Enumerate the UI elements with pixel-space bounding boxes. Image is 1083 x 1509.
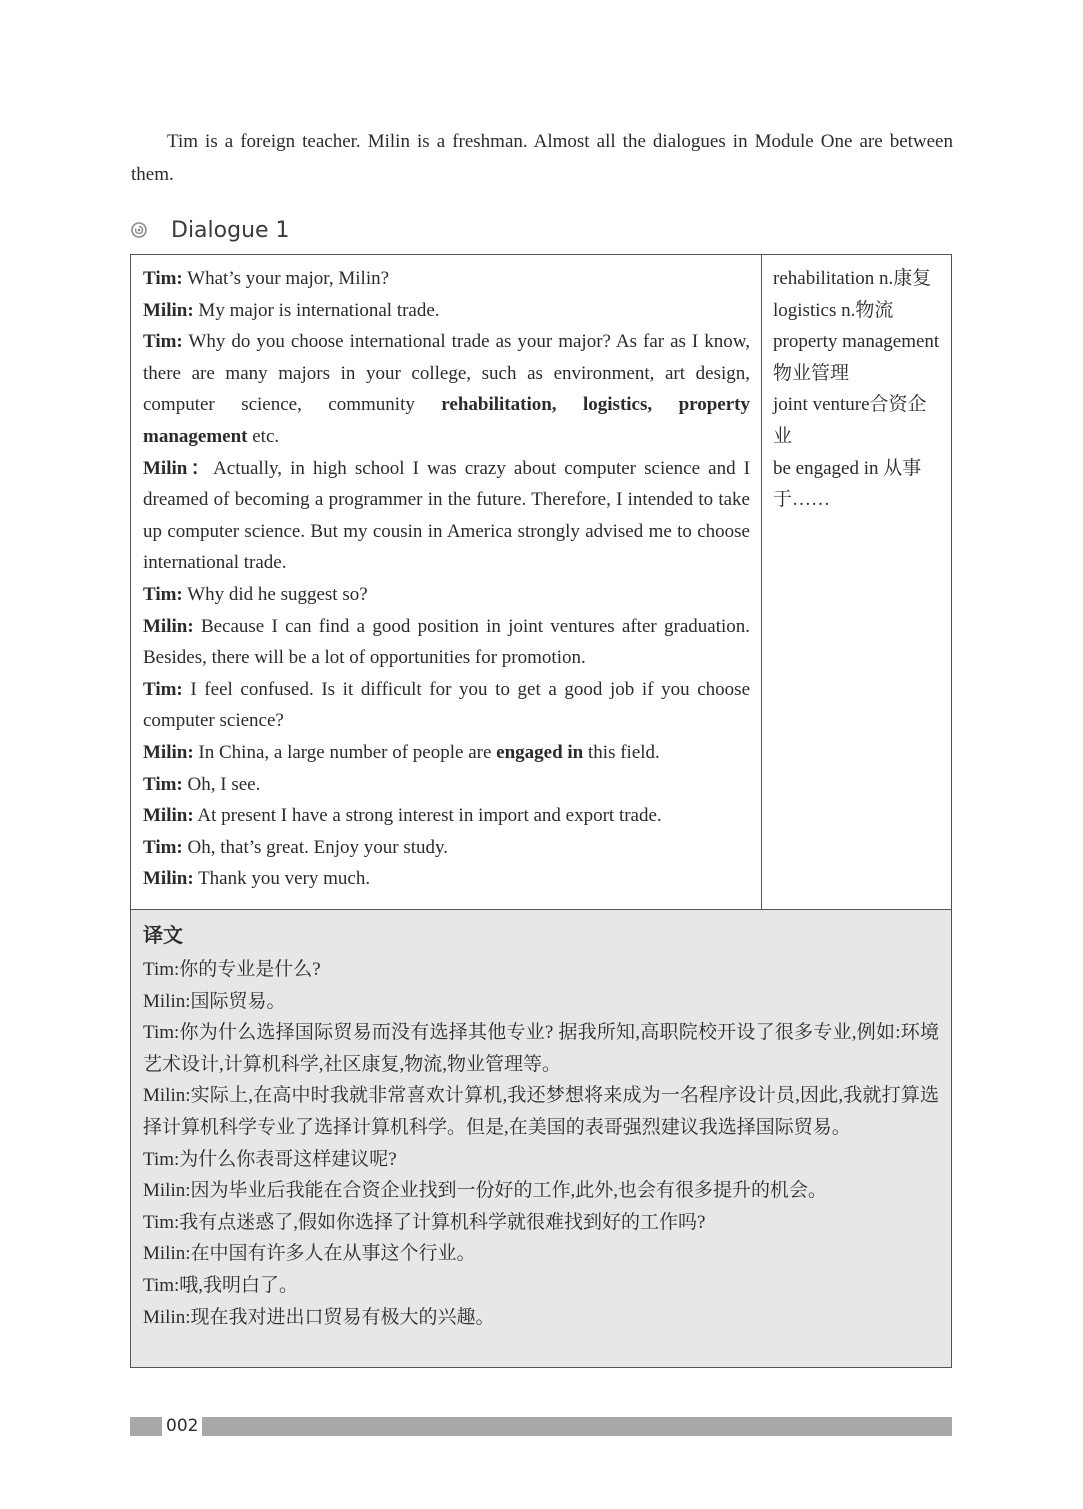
translation-line: Milin:国际贸易。 <box>143 990 286 1012</box>
vocabulary-item: be engaged in 从事于…… <box>773 457 922 511</box>
vocabulary-item: logistics n.物流 <box>773 299 894 321</box>
dialogue-line <box>143 579 750 611</box>
dialogue-line <box>143 800 750 832</box>
vocabulary-item: rehabilitation n.康复 <box>773 268 932 289</box>
section-title: Dialogue 1 <box>171 217 290 243</box>
dialogue-text: Actually, in high school I was crazy about computer science and I dreamed of becoming a programmer in the future. Therefore, I intended to take up computer science. But my cousin in America strongly advised me to choose international trade. <box>143 457 750 574</box>
speaker-label: Milin: <box>143 299 194 321</box>
section-heading <box>131 214 290 246</box>
dialogue-text: My major is international trade. <box>193 299 440 321</box>
speaker-label: Tim: <box>143 331 183 353</box>
translation-lines <box>143 954 939 1333</box>
speaker-label: Tim: <box>143 678 183 700</box>
dialogue-text: At present I have a strong interest in import and export trade. <box>193 805 662 827</box>
translation-line: Tim:为什么你表哥这样建议呢? <box>143 1148 397 1170</box>
dialogue-text: I feel confused. Is it difficult for you to get a good job if you choose computer science? <box>143 678 750 732</box>
dialogue-line <box>143 674 750 737</box>
speaker-label: Milin: <box>143 868 194 890</box>
translation-line: Tim:哦,我明白了。 <box>143 1274 299 1296</box>
dialogue-text: Because I can find a good position in joint ventures after graduation. Besides, there will be a lot of opportunities for promotion. <box>143 615 750 669</box>
keyword-text: engaged in <box>496 741 584 763</box>
vocabulary-item: property management物业管理 <box>773 331 940 384</box>
dialogue-line <box>143 326 750 452</box>
speaker-label: Tim: <box>143 773 183 795</box>
dialogue-text: In China, a large number of people are <box>193 741 497 763</box>
dialogue-line <box>143 737 750 769</box>
intro-paragraph: Tim is a foreign teacher. Milin is a freshman. Almost all the dialogues in Module One are between them. <box>131 131 953 185</box>
vocabulary-item: joint venture合资企业 <box>773 394 927 447</box>
speaker-label: Milin: <box>143 805 194 827</box>
speaker-label: Tim: <box>143 583 183 605</box>
dialogue-line <box>143 611 750 674</box>
page-number: 002 <box>166 1416 199 1436</box>
dialogue-line <box>143 263 750 295</box>
speaker-label: Milin: <box>143 615 194 637</box>
keyword-text: rehabilitation, logistics, property management <box>143 394 750 447</box>
dialogue-text: Why do you choose international trade as your major? As far as I know, there are many majors in your college, such as environment, art design, computer science, community <box>143 331 750 416</box>
translation-heading: 译文 <box>143 923 183 947</box>
dialogue-line <box>143 863 750 895</box>
dialogue-text: etc. <box>247 425 280 447</box>
dialogue-text: Thank you very much. <box>193 868 371 890</box>
dialogue-text: What’s your major, Milin? <box>182 268 390 289</box>
speaker-label: Milin： <box>143 457 214 479</box>
translation-line: Milin:在中国有许多人在从事这个行业。 <box>143 1243 476 1265</box>
dialogue-table <box>130 254 952 910</box>
footer-bar-left <box>130 1417 162 1436</box>
translation-box <box>130 909 952 1368</box>
dialogue-column <box>131 255 762 909</box>
vocabulary-column <box>762 255 951 909</box>
page-footer <box>130 1417 952 1436</box>
dialogue-text: Why did he suggest so? <box>182 583 368 605</box>
translation-line: Milin:因为毕业后我能在合资企业找到一份好的工作,此外,也会有很多提升的机会。 <box>143 1180 828 1202</box>
translation-line: Tim:你为什么选择国际贸易而没有选择其他专业? 据我所知,高职院校开设了很多专业,例如:环境艺术设计,计算机科学,社区康复,物流,物业管理等。 <box>143 1022 939 1075</box>
translation-line: Milin:实际上,在高中时我就非常喜欢计算机,我还梦想将来成为一名程序设计员,因此,我就打算选择计算机科学专业了选择计算机科学。但是,在美国的表哥强烈建议我选择国际贸易。 <box>143 1085 939 1138</box>
dialogue-line <box>143 832 750 864</box>
dialogue-line <box>143 453 750 579</box>
dialogue-text: this field. <box>583 741 660 763</box>
speaker-label: Milin: <box>143 741 194 763</box>
dialogue-line <box>143 295 750 327</box>
dialogue-text: Oh, I see. <box>182 773 261 795</box>
speaker-label: Tim: <box>143 268 183 289</box>
speaker-label: Tim: <box>143 836 183 858</box>
spiral-icon <box>131 222 147 238</box>
footer-bar-right <box>202 1417 952 1436</box>
translation-line: Tim:你的专业是什么? <box>143 959 321 980</box>
dialogue-text: Oh, that’s great. Enjoy your study. <box>182 836 449 858</box>
translation-line: Tim:我有点迷惑了,假如你选择了计算机科学就很难找到好的工作吗? <box>143 1211 706 1233</box>
dialogue-line <box>143 769 750 801</box>
translation-line: Milin:现在我对进出口贸易有极大的兴趣。 <box>143 1306 495 1328</box>
